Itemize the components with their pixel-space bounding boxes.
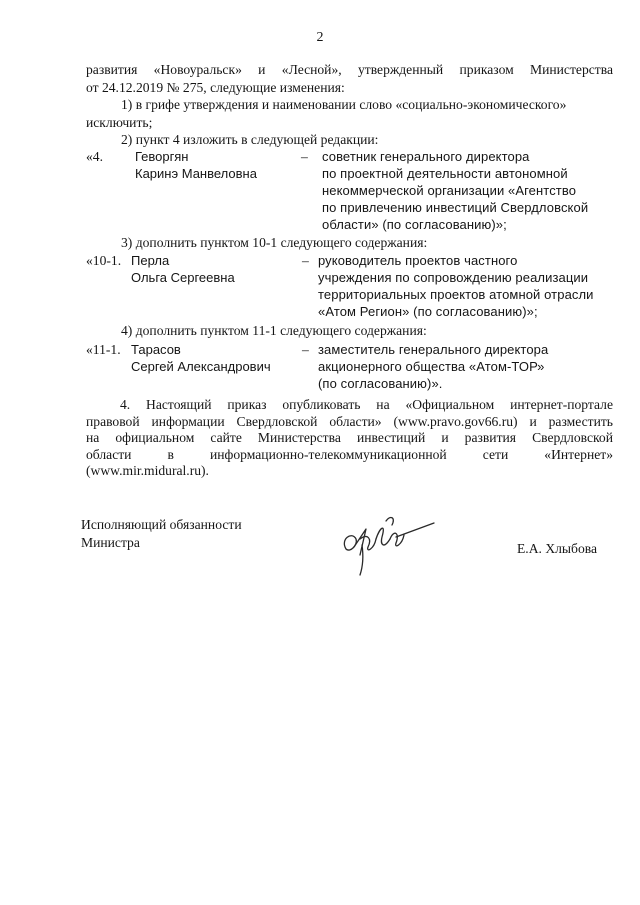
signatory-title	[81, 516, 242, 552]
paragraph-4-line: (www.mir.midural.ru).	[86, 463, 209, 478]
paragraph-4-line: области в информационно-телекоммуникационной сети «Интернет»	[86, 446, 613, 462]
signatory-name: Е.А. Хлыбова	[517, 541, 598, 556]
member-name-line: Перла	[131, 253, 170, 268]
signatory-title-line: Исполняющий обязанности	[81, 517, 242, 532]
paragraph-4-line: на официальном сайте Министерства инвестиций и развития Свердловской	[86, 430, 613, 445]
member-role-line: по привлечению инвестиций Свердловской	[322, 200, 589, 215]
member-role-line: области» (по согласованию)»;	[322, 217, 507, 232]
member-role-line: по проектной деятельности автономной	[322, 166, 568, 181]
change-1-line: 1) в грифе утверждения и наименовании слово «социально-экономического»	[121, 97, 567, 112]
paragraph-4	[86, 397, 613, 480]
member-role-line: (по согласованию)».	[318, 376, 443, 391]
paragraph-4-line: 4. Настоящий приказ опубликовать на «Официальном интернет-портале	[120, 397, 613, 412]
member-role-line: некоммерческой организации «Агентство	[322, 183, 577, 198]
member-name-line: Геворгян	[135, 149, 189, 164]
member-role-line: акционерного общества «Атом-ТОР»	[318, 359, 545, 374]
change-3-heading: 3) дополнить пунктом 10-1 следующего содержания:	[121, 235, 428, 250]
signatory-title-line: Министра	[81, 535, 140, 550]
item-number: «4.	[86, 149, 103, 164]
member-name-line: Каринэ Манвеловна	[135, 166, 257, 181]
page-number: 2	[316, 30, 324, 45]
intro-line: развития «Новоуральск» и «Лесной», утвержденный приказом Министерства	[86, 62, 613, 77]
change-4-heading: 4) дополнить пунктом 11-1 следующего содержания:	[121, 323, 427, 338]
member-role-line: руководитель проектов частного	[318, 253, 518, 268]
paragraph-4-line: правовой информации Свердловской области» (www.pravo.gov66.ru) и разместить	[86, 413, 613, 429]
member-name-line: Тарасов	[131, 342, 181, 357]
change-1-line: исключить;	[86, 115, 153, 130]
item-dash: –	[302, 342, 309, 357]
member-role-line: советник генерального директора	[322, 149, 530, 164]
item-number: «10-1.	[86, 253, 122, 268]
intro-paragraph	[86, 61, 613, 96]
member-role-line: территориальных проектов атомной отрасли	[318, 287, 594, 302]
item-number: «11-1.	[86, 342, 121, 357]
member-name-line: Ольга Сергеевна	[131, 270, 235, 285]
member-name-line: Сергей Александрович	[131, 359, 271, 374]
member-role-line: заместитель генерального директора	[318, 342, 549, 357]
member-role-line: «Атом Регион» (по согласованию)»;	[318, 304, 538, 319]
handwritten-signature	[338, 509, 438, 579]
member-role-line: учреждения по сопровождению реализации	[318, 270, 589, 285]
intro-line: от 24.12.2019 № 275, следующие изменения:	[86, 79, 345, 95]
item-dash: –	[301, 149, 308, 164]
item-dash: –	[302, 253, 309, 268]
change-2-heading: 2) пункт 4 изложить в следующей редакции:	[121, 132, 379, 147]
